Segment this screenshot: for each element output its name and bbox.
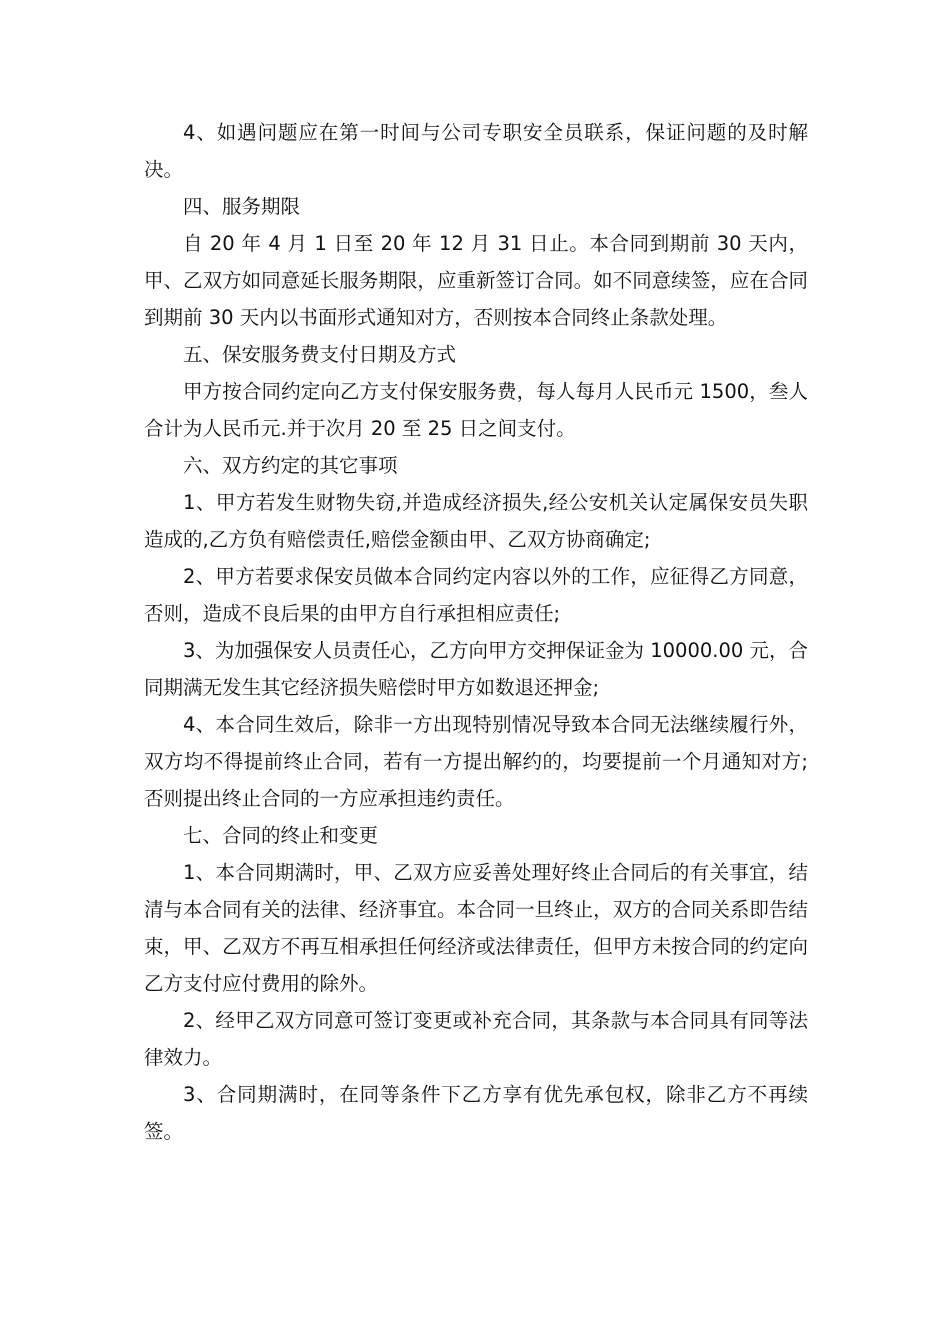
service-period-text: 自 20 年 4 月 1 日至 20 年 12 月 31 日止。本合同到期前 30 天内，甲、乙双方如同意延长服务期限，应重新签订合同。如不同意续签，应在合同到期前 30 天内以书面形式通知对方，否则按本合同终止条款处理。 (144, 232, 808, 329)
termination-item-1: 1、本合同期满时，甲、乙双方应妥善处理好终止合同后的有关事宜，结清与本合同有关的法律、经济事宜。本合同一旦终止，双方的合同关系即告结束，甲、乙双方不再互相承担任何经济或法律责任，但甲方未按合同的约定向乙方支付应付费用的除外。 (144, 861, 808, 995)
other-matters-item-4: 4、本合同生效后，除非一方出现特别情况导致本合同无法继续履行外，双方均不得提前终止合同，若有一方提出解约的，均要提前一个月通知对方;否则提出终止合同的一方应承担违约责任。 (144, 713, 808, 810)
other-matters-item-3: 3、为加强保安人员责任心，乙方向甲方交押保证金为 10000.00 元，合同期满无发生其它经济损失赔偿时甲方如数退还押金; (144, 639, 808, 699)
termination-item-2: 2、经甲乙双方同意可签订变更或补充合同，其条款与本合同具有同等法律效力。 (144, 1009, 808, 1069)
termination-item-3: 3、合同期满时，在同等条件下乙方享有优先承包权，除非乙方不再续签。 (144, 1083, 808, 1143)
section-heading-payment: 五、保安服务费支付日期及方式 (183, 343, 457, 366)
section-heading-service-period: 四、服务期限 (183, 195, 301, 218)
section-heading-other-matters: 六、双方约定的其它事项 (183, 454, 398, 477)
section-heading-termination: 七、合同的终止和变更 (183, 824, 379, 847)
clause-4-problem-contact: 4、如遇问题应在第一时间与公司专职安全员联系，保证问题的及时解决。 (144, 121, 808, 181)
contract-body (144, 114, 808, 1150)
other-matters-item-2: 2、甲方若要求保安员做本合同约定内容以外的工作，应征得乙方同意，否则，造成不良后果的由甲方自行承担相应责任; (144, 565, 808, 625)
payment-text: 甲方按合同约定向乙方支付保安服务费，每人每月人民币元 1500，叁人合计为人民币元.并于次月 20 至 25 日之间支付。 (144, 380, 808, 440)
other-matters-item-1: 1、甲方若发生财物失窃,并造成经济损失,经公安机关认定属保安员失职造成的,乙方负有赔偿责任,赔偿金额由甲、乙双方协商确定; (144, 491, 808, 551)
